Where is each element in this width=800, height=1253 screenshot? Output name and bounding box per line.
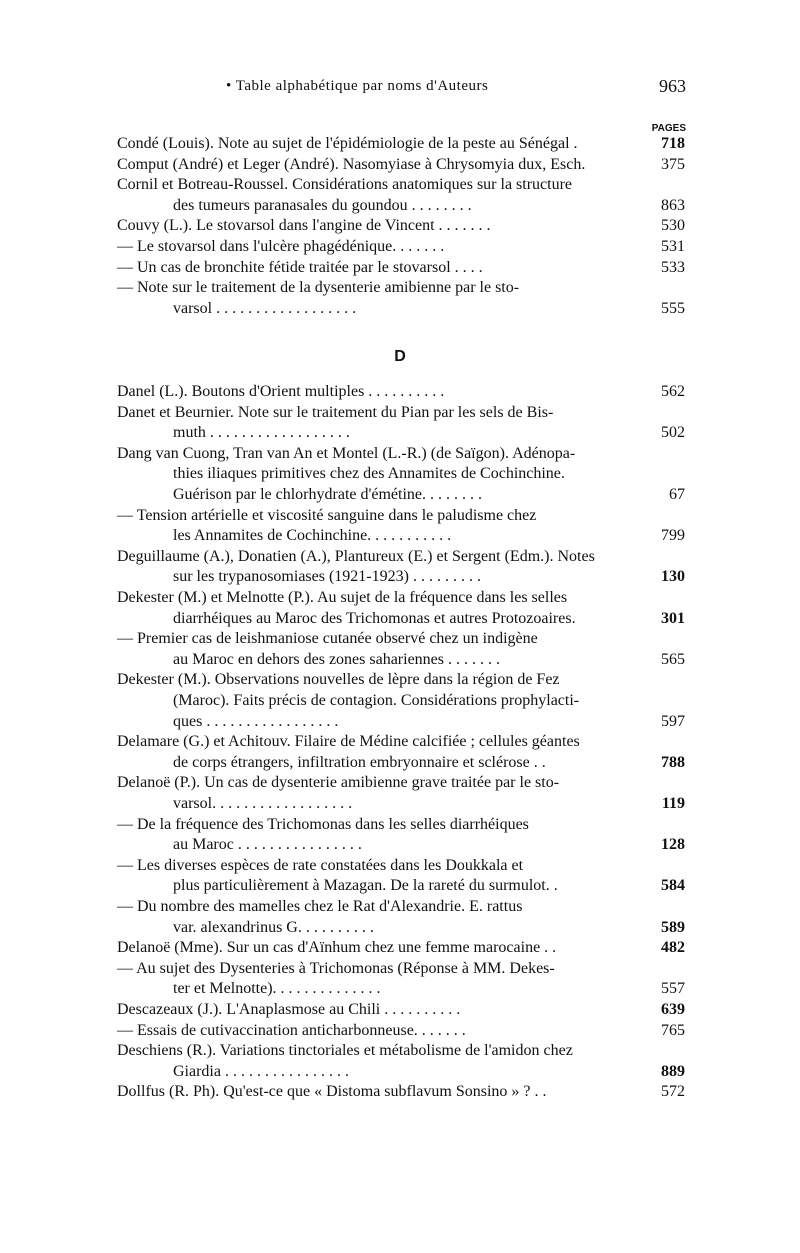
entry-text: Danet et Beurnier. Note sur le traitement du Pian par les sels de Bis- <box>117 403 554 421</box>
entry-text: sur les trypanosomiases (1921-1923) . . . . . . . . . <box>173 568 481 586</box>
entry-text: muth . . . . . . . . . . . . . . . . . . <box>173 424 350 442</box>
entry-page-number: 482 <box>657 938 685 959</box>
entry-text: — Au sujet des Dysenteries à Trichomonas (Réponse à MM. Dekes- <box>117 959 555 977</box>
entry-text: — Premier cas de leishmaniose cutanée observé chez un indigène <box>117 630 538 648</box>
index-entry <box>117 547 685 588</box>
entry-page-number: 555 <box>657 299 685 320</box>
entry-text: — De la fréquence des Trichomonas dans les selles diarrhéiques <box>117 815 529 833</box>
index-entry <box>117 959 685 1000</box>
entry-page-number: 375 <box>657 155 685 176</box>
entry-text: Deschiens (R.). Variations tinctoriales et métabolisme de l'amidon chez <box>117 1042 573 1060</box>
entry-page-number: 128 <box>657 835 685 856</box>
entry-page-number: 889 <box>657 1062 685 1083</box>
entry-text: varsol. . . . . . . . . . . . . . . . . . <box>173 794 353 812</box>
entry-text: au Maroc . . . . . . . . . . . . . . . . <box>173 836 362 854</box>
entry-text: (Maroc). Faits précis de contagion. Considérations prophylacti- <box>173 691 580 709</box>
entry-text: au Maroc en dehors des zones sahariennes . . . . . . . <box>173 650 501 668</box>
section-heading-d: D <box>394 348 406 365</box>
entry-text: Danel (L.). Boutons d'Orient multiples . . . . . . . . . . <box>117 383 445 400</box>
index-entry <box>117 1041 685 1082</box>
entry-text: Dollfus (R. Ph). Qu'est-ce que « Distoma subflavum Sonsino » ? . . <box>117 1083 547 1101</box>
index-entry <box>117 1082 685 1103</box>
entry-text: ter et Melnotte). . . . . . . . . . . . . . <box>173 980 381 998</box>
entry-text: Couvy (L.). Le stovarsol dans l'angine de Vincent . . . . . . . <box>117 217 491 235</box>
entry-text: plus particulièrement à Mazagan. De la rareté du surmulot. . <box>173 877 558 895</box>
entry-text: de corps étrangers, infiltration embryonnaire et sclérose . . <box>173 753 546 771</box>
entry-text: diarrhéiques au Maroc des Trichomonas et autres Protozoaires. <box>173 609 576 627</box>
entry-page-number: 788 <box>657 753 685 774</box>
entry-text: Dang van Cuong, Tran van An et Montel (L.-R.) (de Saïgon). Adénopa- <box>117 444 576 462</box>
entry-text: Dekester (M.) et Melnotte (P.). Au sujet de la fréquence dans les selles <box>117 589 568 606</box>
entry-text: Guérison par le chlorhydrate d'émétine. . . . . . . . <box>173 485 483 503</box>
entry-page-number: 301 <box>657 609 685 630</box>
index-entry <box>117 382 685 403</box>
entry-text: Delanoë (P.). Un cas de dysenterie amibienne grave traitée par le sto- <box>117 774 560 792</box>
entry-text: Cornil et Botreau-Roussel. Considérations anatomiques sur la structure <box>117 176 573 194</box>
index-entry <box>117 1000 685 1021</box>
running-header <box>116 76 686 102</box>
index-entry <box>117 175 685 216</box>
index-entry <box>117 629 685 670</box>
entry-page-number: 565 <box>657 650 685 671</box>
entry-text: Giardia . . . . . . . . . . . . . . . . <box>173 1062 349 1080</box>
entry-page-number: 562 <box>657 382 685 403</box>
index-entry <box>117 155 685 176</box>
entry-page-number: 765 <box>657 1021 685 1042</box>
entry-text: Condé (Louis). Note au sujet de l'épidémiologie de la peste au Sénégal . <box>117 135 578 152</box>
index-entry <box>117 732 685 773</box>
entry-text: des tumeurs paranasales du goundou . . . . . . . . <box>173 196 472 214</box>
entry-page-number: 533 <box>657 258 685 279</box>
entry-page-number: 572 <box>657 1082 685 1103</box>
index-entry <box>117 773 685 814</box>
entry-text: — Note sur le traitement de la dysenterie amibienne par le sto- <box>117 279 520 297</box>
entry-text: — Tension artérielle et viscosité sanguine dans le paludisme chez <box>117 506 537 524</box>
index-entry <box>117 278 685 319</box>
index-entry <box>117 856 685 897</box>
index-entry <box>117 897 685 938</box>
entry-page-number: 530 <box>657 216 685 237</box>
entry-page-number: 130 <box>657 567 685 588</box>
entry-page-number: 589 <box>657 918 685 939</box>
index-entry <box>117 258 685 279</box>
entry-text: — Les diverses espèces de rate constatées dans les Doukkala et <box>117 856 524 874</box>
entry-text: — Le stovarsol dans l'ulcère phagédénique. . . . . . . <box>117 238 445 255</box>
entry-page-number: 863 <box>657 196 685 217</box>
index-entry <box>117 237 685 258</box>
entry-page-number: 597 <box>657 712 685 733</box>
entry-text: les Annamites de Cochinchine. . . . . . . . . . . <box>173 527 452 545</box>
entry-page-number: 718 <box>657 134 685 155</box>
header-title: • Table alphabétique par noms d'Auteurs <box>226 78 489 94</box>
entry-text: Deguillaume (A.), Donatien (A.), Plantureux (E.) et Sergent (Edm.). Notes <box>117 547 595 565</box>
entry-text: thies iliaques primitives chez des Annamites de Cochinchine. <box>173 465 565 483</box>
entry-text: Delamare (G.) et Achitouv. Filaire de Médine calcifiée ; cellules géantes <box>117 733 580 751</box>
entry-text: Comput (André) et Leger (André). Nasomyiase à Chrysomyia dux, Esch. <box>117 155 586 173</box>
index-entry <box>117 815 685 856</box>
entry-page-number: 119 <box>658 794 685 815</box>
entry-text: var. alexandrinus G. . . . . . . . . . <box>173 918 374 936</box>
index-entry <box>117 403 685 444</box>
entry-text: varsol . . . . . . . . . . . . . . . . . . <box>173 299 357 317</box>
entry-text: — Un cas de bronchite fétide traitée par le stovarsol . . . . <box>117 258 483 276</box>
index-entry <box>117 938 685 959</box>
index-entry <box>117 588 685 629</box>
entry-text: — Essais de cutivaccination anticharbonneuse. . . . . . . <box>117 1021 466 1039</box>
entry-page-number: 799 <box>657 526 685 547</box>
index-entry <box>117 134 685 155</box>
entry-page-number: 67 <box>665 485 685 506</box>
entry-page-number: 531 <box>657 237 685 258</box>
entry-page-number: 584 <box>657 876 685 897</box>
index-entry <box>117 506 685 547</box>
entry-text: — Du nombre des mamelles chez le Rat d'Alexandrie. E. rattus <box>117 898 523 915</box>
index-entry <box>117 444 685 506</box>
entry-page-number: 557 <box>657 979 685 1000</box>
entry-text: Descazeaux (J.). L'Anaplasmose au Chili . . . . . . . . . . <box>117 1001 461 1018</box>
index-entry <box>117 1021 685 1042</box>
pages-column-label: PAGES <box>651 123 686 134</box>
entry-text: ques . . . . . . . . . . . . . . . . . <box>173 712 339 730</box>
index-entry <box>117 216 685 237</box>
entry-page-number: 502 <box>657 423 685 444</box>
index-entry <box>117 670 685 732</box>
entry-text: Delanoë (Mme). Sur un cas d'Aïnhum chez une femme marocaine . . <box>117 939 557 957</box>
header-page-number: 963 <box>659 76 686 96</box>
entry-text: Dekester (M.). Observations nouvelles de lèpre dans la région de Fez <box>117 671 560 689</box>
entry-page-number: 639 <box>657 1000 685 1021</box>
